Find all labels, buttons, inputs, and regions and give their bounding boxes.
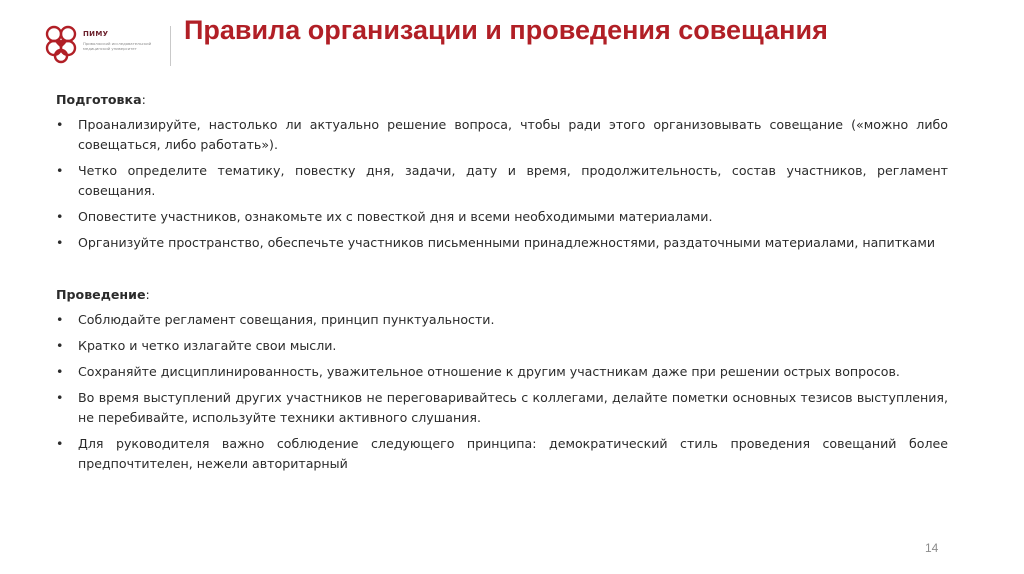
- list-item-text: Кратко и четко излагайте свои мысли.: [78, 338, 337, 353]
- logo-subtitle: Приволжский исследовательский медицинский университет: [83, 41, 152, 51]
- slide-title: Правила организации и проведения совещания: [184, 15, 828, 45]
- list-item: [56, 362, 948, 382]
- logo-divider: [170, 26, 171, 66]
- bullet-list: [56, 310, 948, 474]
- bullet-icon: •: [56, 117, 64, 132]
- bullet-icon: •: [56, 390, 64, 405]
- list-item-text: Во время выступлений других участников не переговаривайтесь с коллегами, делайте пометки основных тезисов выступления, не перебивайте, используйте техники активного слушания.: [78, 390, 948, 425]
- logo-name: ПИМУ: [83, 30, 109, 38]
- bullet-icon: •: [56, 312, 64, 327]
- bullet-icon: •: [56, 436, 64, 451]
- list-item-text: Оповестите участников, ознакомьте их с повесткой дня и всеми необходимыми материалами.: [78, 209, 713, 224]
- list-item-text: Для руководителя важно соблюдение следующего принципа: демократический стиль проведения совещаний более предпочтителен, нежели авторитарный: [78, 436, 948, 471]
- slide-content: [56, 90, 948, 480]
- list-item-text: Соблюдайте регламент совещания, принцип пунктуальности.: [78, 312, 495, 327]
- page-number: 14: [925, 541, 939, 555]
- logo-mark-icon: [44, 24, 78, 64]
- list-item: [56, 310, 948, 330]
- list-item-text: Проанализируйте, настолько ли актуально решение вопроса, чтобы ради этого организовывать совещание («можно либо совещаться, либо работать»).: [78, 117, 948, 152]
- list-item-text: Сохраняйте дисциплинированность, уважительное отношение к другим участникам даже при решении острых вопросов.: [78, 364, 900, 379]
- list-item-text: Организуйте пространство, обеспечьте участников письменными принадлежностями, раздаточными материалами, напитками: [78, 235, 936, 250]
- bullet-icon: •: [56, 364, 64, 379]
- list-item-text: Четко определите тематику, повестку дня, задачи, дату и время, продолжительность, состав участников, регламент совещания.: [78, 163, 948, 198]
- section-conduct: Проведение: • Соблюдайте регламент совещания, принцип пунктуальности. • Кратко и четко излагайте свои мысли. • Сохраняйте дисциплинированность, уважительное отношение к другим участникам даже при решении острых вопросов. • Во время выступлений других участников не переговаривайтесь с коллегами, делайте пометки основных тезисов выступления, не перебивайте, используйте техники активного слушания. • Для руководителя важно соблюдение следующего принципа: демократический стиль проведения совещаний более предпочтителен, нежели авторитарный: [56, 285, 948, 474]
- list-item: [56, 161, 948, 201]
- section-heading: Подготовка: [56, 92, 142, 107]
- section-heading: Проведение: [56, 287, 146, 302]
- bullet-icon: •: [56, 163, 64, 178]
- list-item: [56, 207, 948, 227]
- list-item: [56, 233, 948, 253]
- logo: [44, 22, 174, 70]
- bullet-icon: •: [56, 338, 64, 353]
- list-item: [56, 388, 948, 428]
- list-item: [56, 336, 948, 356]
- bullet-list: [56, 115, 948, 253]
- bullet-icon: •: [56, 209, 64, 224]
- list-item: [56, 434, 948, 474]
- list-item: [56, 115, 948, 155]
- section-spacer: [56, 259, 948, 285]
- section-preparation: Подготовка: • Проанализируйте, настолько ли актуально решение вопроса, чтобы ради этого организовывать совещание («можно либо совещаться, либо работать»). • Четко определите тематику, повестку дня, задачи, дату и время, продолжительность, состав участников, регламент совещания. • Оповестите участников, ознакомьте их с повесткой дня и всеми необходимыми материалами. • Организуйте пространство, обеспечьте участников письменными принадлежностями, раздаточными материалами, напитками: [56, 90, 948, 253]
- bullet-icon: •: [56, 235, 64, 250]
